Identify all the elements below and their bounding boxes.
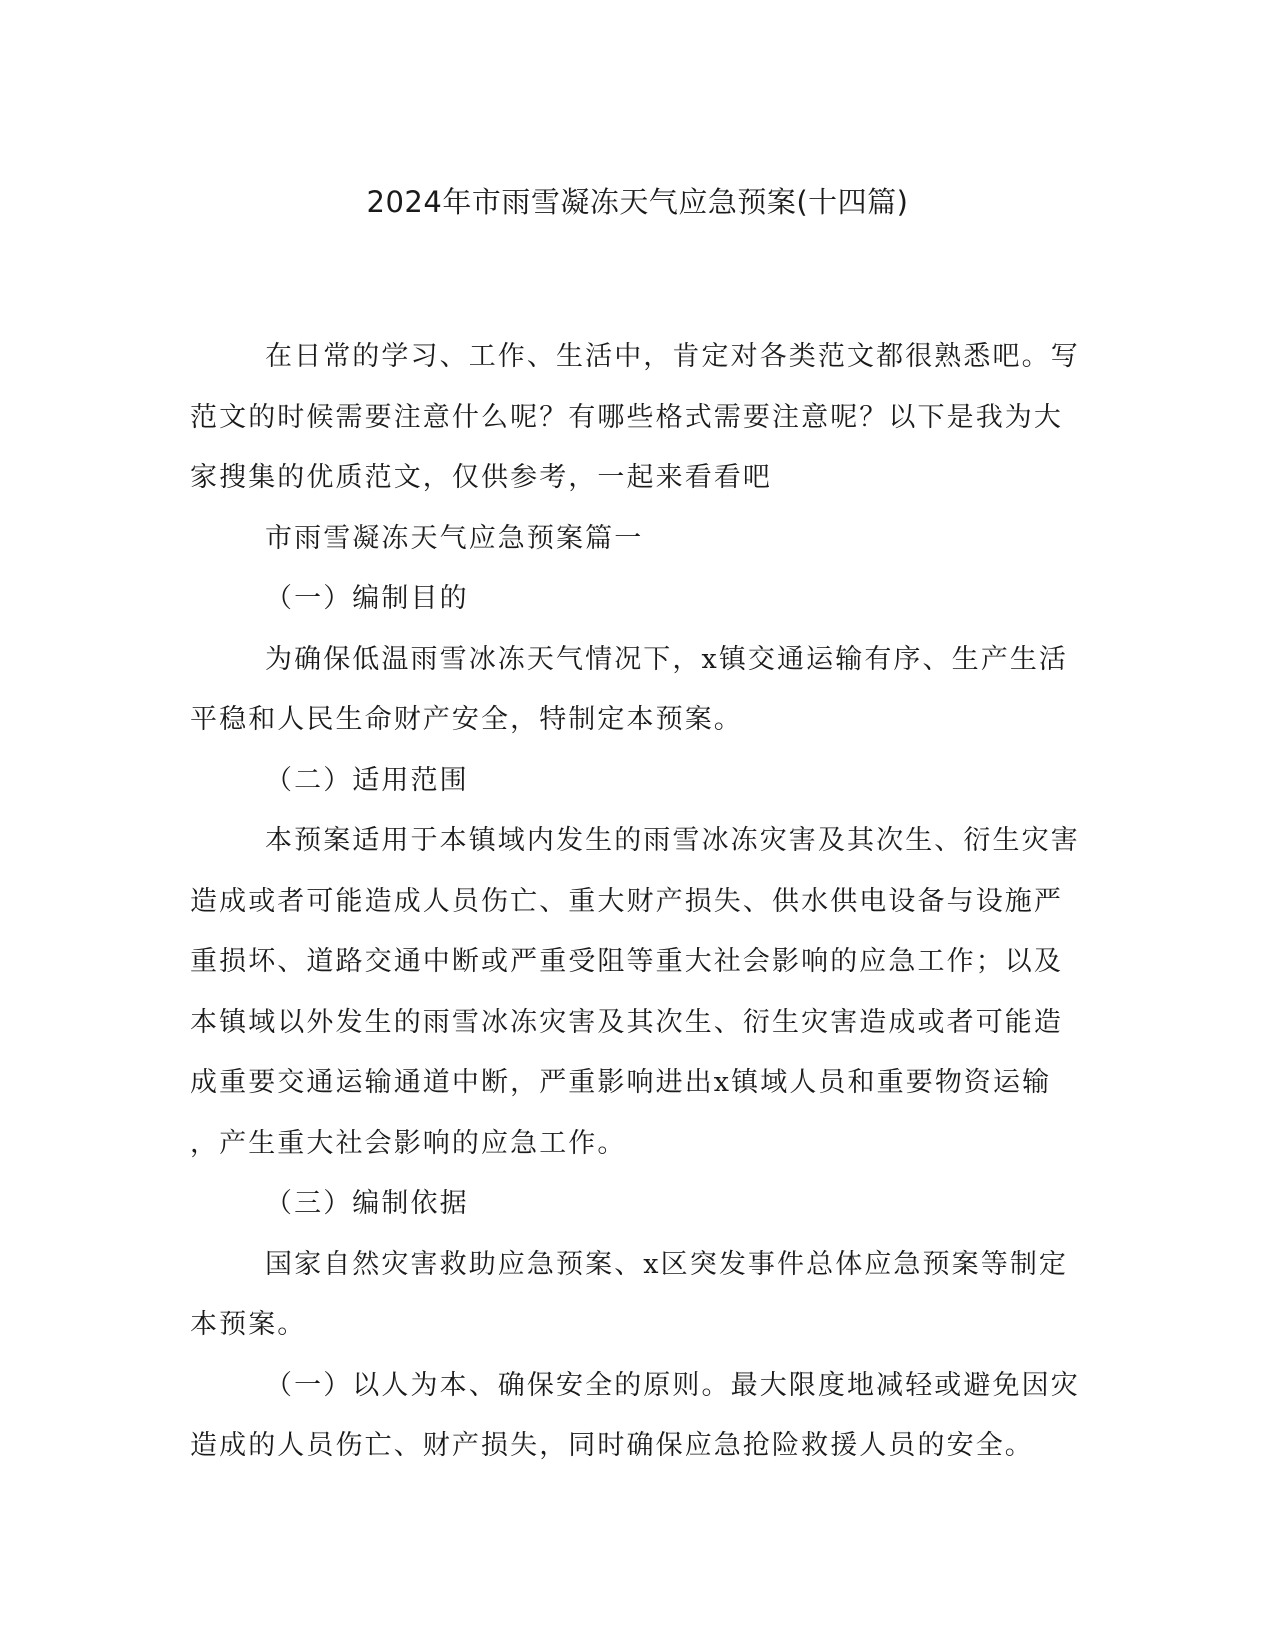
document-title: 2024年市雨雪凝冻天气应急预案(十四篇)	[366, 185, 909, 219]
text-line: 成重要交通运输通道中断，严重影响进出x镇域人员和重要物资运输	[190, 1067, 1052, 1098]
text-line: ，产生重大社会影响的应急工作。	[190, 1127, 627, 1159]
text-line: 造成的人员伤亡、财产损失，同时确保应急抢险救援人员的安全。	[190, 1430, 1034, 1461]
text-line: 家搜集的优质范文，仅供参考，一起来看看吧	[190, 462, 772, 493]
text-line: 为确保低温雨雪冰冻天气情况下，x镇交通运输有序、生产生活	[265, 643, 1069, 675]
text-line: 国家自然灾害救助应急预案、x区突发事件总体应急预案等制定	[265, 1248, 1069, 1280]
body-paragraph	[190, 1235, 1080, 1356]
text-line: 范文的时候需要注意什么呢？有哪些格式需要注意呢？以下是我为大	[190, 401, 1063, 433]
document-body	[190, 327, 1080, 1477]
text-line: 在日常的学习、工作、生活中，肯定对各类范文都很熟悉吧。写	[265, 341, 1080, 372]
text-line: 平稳和人民生命财产安全，特制定本预案。	[190, 704, 743, 735]
text-line: 本镇域以外发生的雨雪冰冻灾害及其次生、衍生灾害造成或者可能造	[190, 1006, 1063, 1038]
text-line: （三）编制依据	[265, 1188, 469, 1219]
body-paragraph	[190, 630, 1080, 751]
subsection-heading	[190, 1174, 1080, 1235]
text-line: （一）编制目的	[265, 583, 469, 614]
text-line: 本预案适用于本镇域内发生的雨雪冰冻灾害及其次生、衍生灾害	[265, 825, 1080, 856]
text-line: 市雨雪凝冻天气应急预案篇一	[265, 522, 644, 554]
text-line: 造成或者可能造成人员伤亡、重大财产损失、供水供电设备与设施严	[190, 885, 1063, 917]
section-heading	[190, 509, 1080, 570]
intro-paragraph	[190, 327, 1080, 509]
body-paragraph	[190, 1356, 1080, 1477]
text-line: 本预案。	[190, 1309, 307, 1340]
text-line: （一）以人为本、确保安全的原则。最大限度地减轻或避免因灾	[265, 1369, 1080, 1401]
text-line: 重损坏、道路交通中断或严重受阻等重大社会影响的应急工作；以及	[190, 946, 1063, 977]
subsection-heading	[190, 569, 1080, 630]
subsection-heading	[190, 751, 1080, 812]
body-paragraph	[190, 811, 1080, 1174]
text-line: （二）适用范围	[265, 764, 469, 796]
